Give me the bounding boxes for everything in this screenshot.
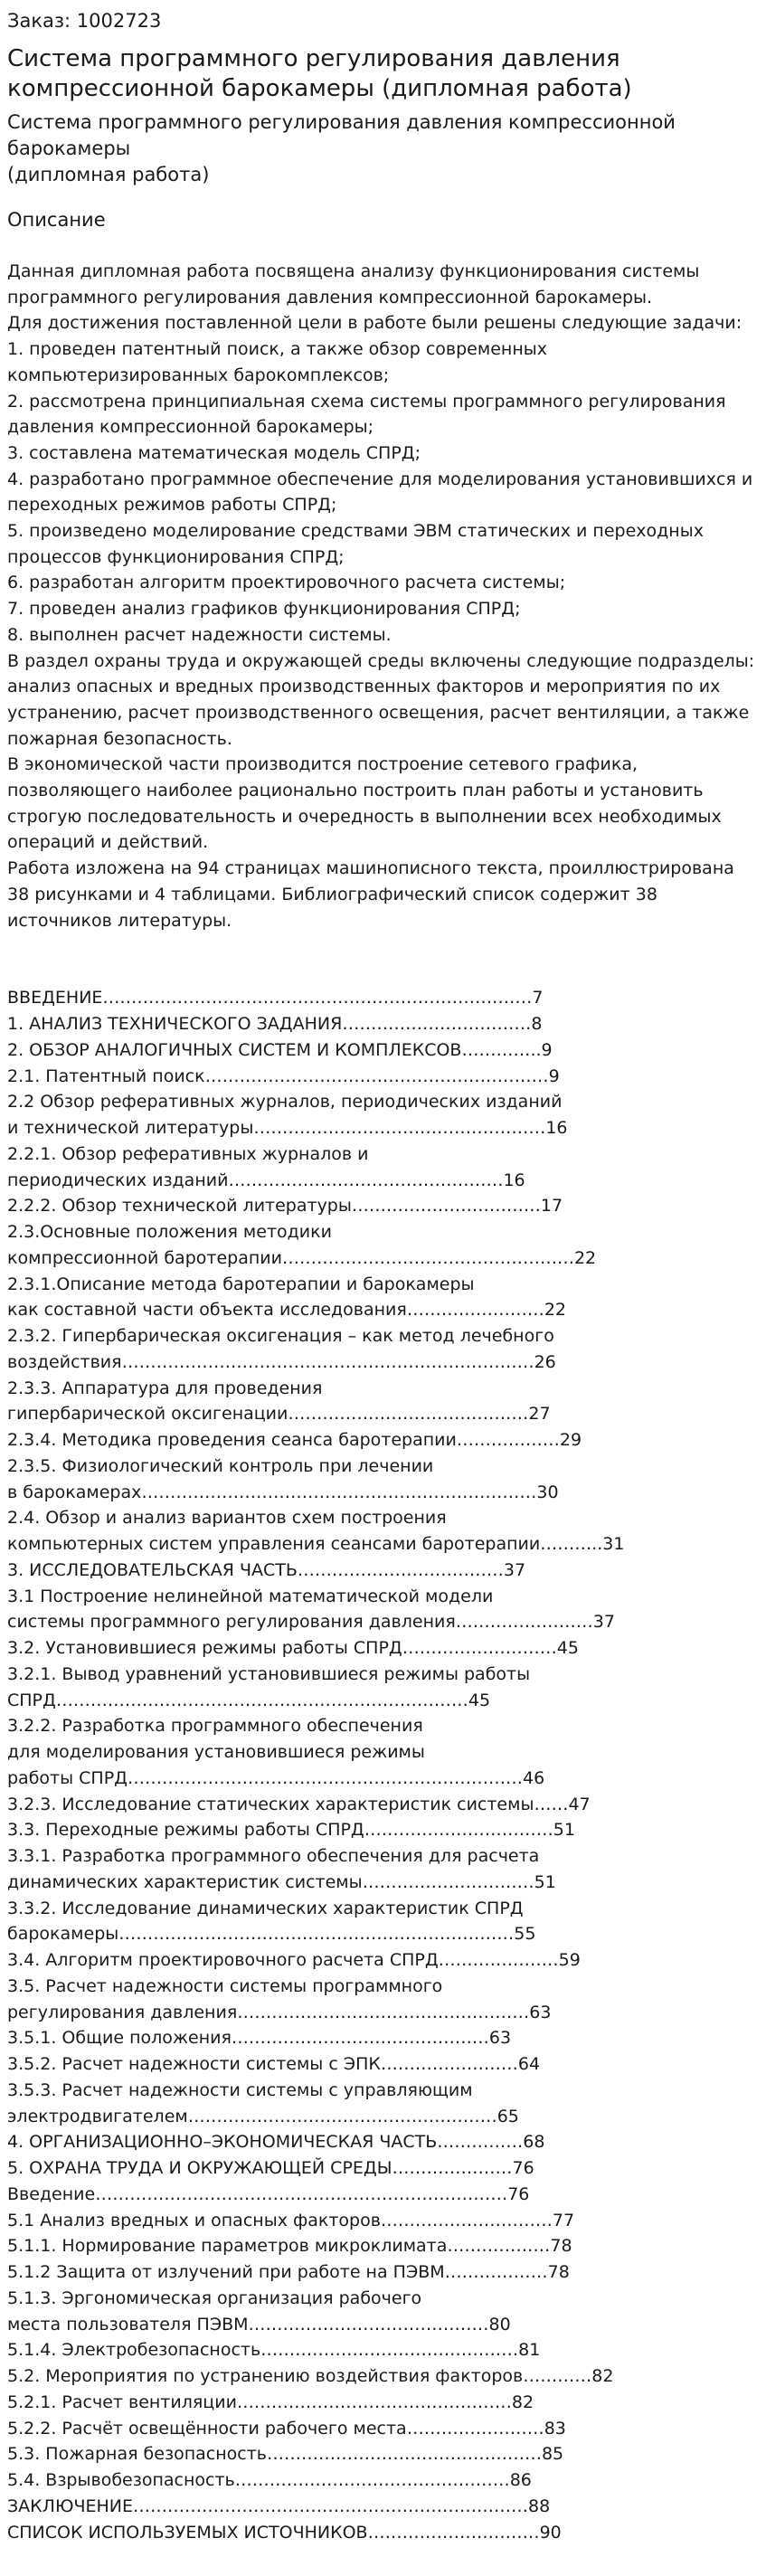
toc-entry: 5.3. Пожарная безопасность…………………………………………85 [7, 2444, 564, 2465]
toc-entry: Введение………………………………………………………………76 [7, 2183, 530, 2204]
description-line: 38 рисунками и 4 таблицами. Библиографический список содержит 38 [7, 884, 657, 904]
description-line: пожарная безопасность. [7, 728, 232, 749]
description-heading: Описание [7, 209, 106, 231]
description-line: анализ опасных и вредных производственных факторов и мероприятия по их [7, 677, 721, 697]
description-line: позволяющего наиболее рационально построить план работы и установить [7, 781, 704, 801]
toc-entry: 3.1 Построение нелинейной математической модели [7, 1586, 494, 1606]
toc-entry: регулирования давления……………………………………………63 [7, 2002, 552, 2022]
description-line: строгую последовательность и очередность в выполнении всех необходимых [7, 806, 722, 827]
toc-entry: 3.5. Расчет надежности системы программного [7, 1975, 443, 1996]
toc-entry: 2. ОБЗОР АНАЛОГИЧНЫХ СИСТЕМ И КОМПЛЕКСОВ…………..9 [7, 1039, 553, 1060]
description-line: давления компрессионной барокамеры; [7, 417, 374, 438]
subtitle-line: Система программного регулирования давления компрессионной барокамеры [7, 111, 676, 159]
order-number: Заказ: 1002723 [7, 10, 162, 32]
description-line: В раздел охраны труда и окружающей среды включены следующие подразделы: [7, 650, 755, 671]
toc-entry: компьютерных систем управления сеансами баротерапии………..31 [7, 1534, 625, 1555]
description-line: 3. составлена математическая модель СПРД; [7, 442, 421, 463]
description-body [7, 259, 759, 933]
description-line: Работа изложена на 94 страницах машинописного текста, проиллюстрирована [7, 858, 734, 879]
toc-entry: 2.3.4. Методика проведения сеанса баротерапии………………29 [7, 1430, 582, 1451]
toc-entry: 3. ИССЛЕДОВАТЕЛЬСКАЯ ЧАСТЬ………………………………37 [7, 1559, 526, 1580]
toc-entry: 3.2.3. Исследование статических характеристик системы……47 [7, 1794, 591, 1814]
toc-entry: 3.3. Переходные режимы работы СПРД……………………………51 [7, 1820, 575, 1841]
toc-entry: для моделирования установившиеся режимы [7, 1742, 425, 1763]
description-line: 5. произведено моделирование средствами ЭВМ статических и переходных [7, 521, 704, 542]
toc-entry: периодических изданий…………………………………………16 [7, 1170, 525, 1190]
toc-entry: в барокамерах……………………………………………………………30 [7, 1482, 559, 1502]
toc-entry: 5.4. Взрывобезопасность…………………………………………86 [7, 2470, 532, 2491]
description-line: источников литературы. [7, 910, 232, 931]
toc-entry: 3.5.2. Расчет надежности системы с ЭПК……………………64 [7, 2054, 541, 2075]
description-line: операций и действий. [7, 832, 209, 853]
toc-entry: ЗАКЛЮЧЕНИЕ……………………………………………………………88 [7, 2496, 551, 2516]
toc-entry: как составной части объекта исследования……………………22 [7, 1300, 567, 1321]
toc-entry: динамических характеристик системы…………………………51 [7, 1871, 556, 1892]
toc-entry: 4. ОРГАНИЗАЦИОННО–ЭКОНОМИЧЕСКАЯ ЧАСТЬ……………68 [7, 2132, 545, 2153]
toc-entry: 2.3.2. Гипербарическая оксигенация – как метод лечебного [7, 1326, 554, 1347]
toc-entry: 2.2 Обзор реферативных журналов, периодических изданий [7, 1092, 563, 1113]
toc-entry: 3.5.3. Расчет надежности системы с управляющим [7, 2079, 473, 2100]
toc-entry: гипербарической оксигенации……………………………………27 [7, 1404, 551, 1425]
subtitle-line: (дипломная работа) [7, 164, 210, 185]
toc-entry: компрессионной баротерапии……………………………………………22 [7, 1247, 597, 1268]
toc-entry: 5.2.2. Расчёт освещённости рабочего места……………………83 [7, 2418, 566, 2439]
description-line: переходных режимов работы СПРД; [7, 495, 337, 516]
toc-entry: 2.3.1.Описание метода баротерапии и барокамеры [7, 1274, 475, 1294]
toc-entry: 5.2. Мероприятия по устранению воздействия факторов…………82 [7, 2366, 614, 2387]
toc-entry: 3.2.2. Разработка программного обеспечения [7, 1716, 423, 1737]
table-of-contents [7, 985, 759, 2545]
toc-entry: ВВЕДЕНИЕ…………………………………………………………………7 [7, 988, 544, 1009]
toc-entry: 3.2. Установившиеся режимы работы СПРД………………………45 [7, 1638, 579, 1659]
toc-entry: системы программного регулирования давления……………………37 [7, 1612, 615, 1633]
toc-entry: СПИСОК ИСПОЛЬЗУЕМЫХ ИСТОЧНИКОВ…………………………90 [7, 2522, 562, 2543]
description-line: процессов функционирования СПРД; [7, 546, 345, 567]
toc-entry: места пользователя ПЭВМ……………………………………80 [7, 2314, 511, 2334]
description-line: В экономической части производится построение сетевого графика, [7, 754, 638, 775]
description-line: 2. рассмотрена принципиальная схема системы программного регулирования [7, 391, 726, 412]
description-line: Данная дипломная работа посвящена анализу функционирования системы [7, 261, 700, 281]
toc-entry: 5.2.1. Расчет вентиляции…………………………………………82 [7, 2391, 534, 2412]
toc-entry: 5.1.2 Защита от излучений при работе на ПЭВМ………………78 [7, 2262, 570, 2283]
toc-entry: 3.2.1. Вывод уравнений установившиеся режимы работы [7, 1663, 531, 1684]
toc-entry: барокамеры……………………………………………………………55 [7, 1924, 536, 1945]
description-line: 8. выполнен расчет надежности системы. [7, 624, 392, 645]
toc-entry: 5.1.3. Эргономическая организация рабочего [7, 2287, 422, 2308]
title-line: Система программного регулирования давления [7, 45, 620, 72]
toc-entry: 2.1. Патентный поиск……………………………………………………9 [7, 1065, 560, 1086]
description-line: Для достижения поставленной цели в работе были решены следующие задачи: [7, 313, 742, 334]
description-line: 4. разработано программное обеспечение для моделирования установившихся и [7, 469, 753, 489]
toc-entry: 2.4. Обзор и анализ вариантов схем построения [7, 1508, 447, 1529]
toc-entry: 2.3.Основные положения методики [7, 1222, 332, 1243]
page-title [7, 44, 759, 104]
toc-entry: 3.3.1. Разработка программного обеспечения для расчета [7, 1846, 540, 1867]
toc-entry: электродвигателем………………………………………………65 [7, 2106, 519, 2126]
description-line: устранению, расчет производственного освещения, расчет вентиляции, а также [7, 702, 750, 723]
toc-entry: 5.1.4. Электробезопасность………………………………………81 [7, 2340, 541, 2361]
toc-entry: СПРД………………………………………………………………45 [7, 1690, 491, 1710]
toc-entry: 3.4. Алгоритм проектировочного расчета СПРД…………………59 [7, 1950, 581, 1971]
description-line: компьютеризированных барокомплексов; [7, 365, 390, 385]
subtitle [7, 109, 759, 188]
toc-entry: 1. АНАЛИЗ ТЕХНИЧЕСКОГО ЗАДАНИЯ……………………………8 [7, 1014, 543, 1035]
toc-entry: 3.5.1. Общие положения………………………………………63 [7, 2028, 512, 2049]
toc-entry: и технической литературы……………………………………………16 [7, 1118, 568, 1139]
toc-entry: 2.3.5. Физиологический контроль при лечении [7, 1455, 434, 1476]
toc-entry: 5.1.1. Нормирование параметров микроклимата………………78 [7, 2236, 572, 2257]
toc-entry: работы СПРД……………………………………………………………46 [7, 1767, 545, 1788]
description-line: 7. проведен анализ графиков функционирования СПРД; [7, 599, 521, 620]
description-line: 6. разработан алгоритм проектировочного расчета системы; [7, 573, 566, 593]
toc-entry: 3.3.2. Исследование динамических характеристик СПРД [7, 1898, 524, 1918]
description-line: программного регулирования давления компрессионной барокамеры. [7, 287, 653, 308]
title-line: компрессионной барокамеры (дипломная работа) [7, 75, 632, 102]
description-line: 1. проведен патентный поиск, а также обзор современных [7, 339, 547, 360]
toc-entry: 2.3.3. Аппаратура для проведения [7, 1378, 323, 1398]
toc-entry: воздействия………………………………………………………………26 [7, 1351, 556, 1372]
toc-entry: 5.1 Анализ вредных и опасных факторов…………………………77 [7, 2210, 575, 2230]
toc-entry: 2.2.1. Обзор реферативных журналов и [7, 1143, 369, 1164]
toc-entry: 2.2.2. Обзор технической литературы……………………………17 [7, 1196, 563, 1217]
toc-entry: 5. ОХРАНА ТРУДА И ОКРУЖАЮЩЕЙ СРЕДЫ…………………76 [7, 2158, 534, 2179]
